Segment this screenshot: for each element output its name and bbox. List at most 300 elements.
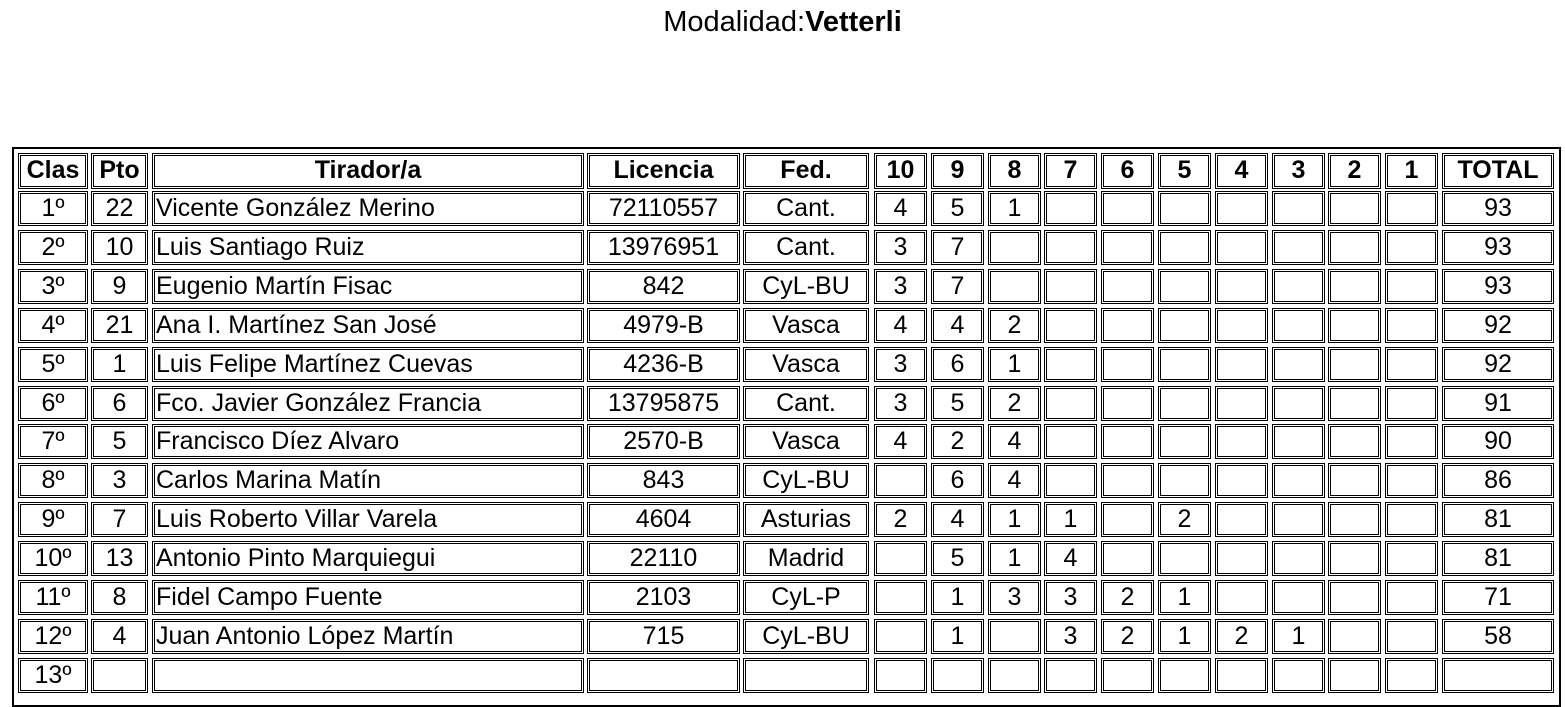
cell-clas — [18, 502, 88, 537]
cell-tirador — [152, 424, 584, 459]
cell-s9 — [931, 386, 984, 421]
cell-clas-text: 9º — [41, 505, 65, 533]
cell-s9 — [931, 541, 984, 576]
cell-s10-text: 4 — [893, 311, 908, 339]
cell-pto — [91, 269, 148, 304]
cell-s8-text: 1 — [1007, 350, 1022, 378]
cell-s4 — [1215, 191, 1268, 226]
cell-total — [1442, 424, 1554, 459]
cell-s7 — [1044, 580, 1097, 615]
header-s1-text: 1 — [1404, 156, 1419, 184]
header-s8-text: 8 — [1007, 156, 1022, 184]
header-tirador — [152, 153, 584, 189]
cell-total-text: 90 — [1484, 427, 1512, 455]
cell-s5 — [1158, 463, 1211, 498]
cell-total — [1442, 463, 1554, 498]
cell-total — [1442, 230, 1554, 265]
cell-licencia — [587, 502, 740, 537]
cell-clas-text: 13º — [34, 661, 72, 689]
cell-total-text: 93 — [1484, 233, 1512, 261]
cell-fed — [743, 463, 869, 498]
cell-fed — [743, 191, 869, 226]
cell-fed-text: CyL-P — [771, 583, 841, 611]
cell-s2 — [1328, 269, 1381, 304]
cell-s6-text: 2 — [1120, 622, 1135, 650]
cell-s9-text: 1 — [950, 583, 965, 611]
cell-s9 — [931, 308, 984, 343]
cell-s10 — [874, 191, 927, 226]
cell-s5 — [1158, 191, 1211, 226]
cell-s9-text: 7 — [950, 272, 965, 300]
cell-s6-text: 2 — [1120, 583, 1135, 611]
cell-s9 — [931, 230, 984, 265]
cell-fed — [743, 658, 869, 693]
cell-fed — [743, 424, 869, 459]
cell-total — [1442, 580, 1554, 615]
cell-s1 — [1385, 463, 1438, 498]
cell-s7 — [1044, 386, 1097, 421]
cell-s6 — [1101, 386, 1154, 421]
cell-total — [1442, 347, 1554, 382]
cell-fed-text: Madrid — [767, 544, 845, 572]
cell-fed-text: Asturias — [760, 505, 852, 533]
cell-s10-text: 3 — [893, 350, 908, 378]
cell-s3 — [1272, 347, 1325, 382]
cell-s8 — [988, 580, 1041, 615]
cell-s2 — [1328, 308, 1381, 343]
cell-total — [1442, 541, 1554, 576]
cell-clas-text: 5º — [41, 350, 65, 378]
cell-s1 — [1385, 269, 1438, 304]
cell-s10 — [874, 463, 927, 498]
header-licencia — [587, 153, 740, 189]
cell-total-text: 91 — [1484, 389, 1512, 417]
cell-s3 — [1272, 619, 1325, 654]
cell-s5 — [1158, 580, 1211, 615]
cell-clas — [18, 424, 88, 459]
cell-s3 — [1272, 230, 1325, 265]
cell-total — [1442, 191, 1554, 226]
modality-value: Vetterli — [805, 6, 902, 38]
cell-s2 — [1328, 347, 1381, 382]
cell-s2 — [1328, 541, 1381, 576]
cell-s8-text: 1 — [1007, 505, 1022, 533]
cell-total-text: 92 — [1484, 350, 1512, 378]
cell-tirador — [152, 230, 584, 265]
cell-clas-text: 11º — [35, 583, 71, 611]
header-total-text: TOTAL — [1457, 156, 1539, 184]
cell-clas-text: 8º — [41, 466, 65, 494]
cell-s9 — [931, 191, 984, 226]
cell-clas — [18, 619, 88, 654]
cell-tirador-text: Francisco Díez Alvaro — [156, 427, 400, 455]
cell-licencia-text: 842 — [642, 272, 685, 300]
cell-pto-text: 6 — [112, 389, 127, 417]
cell-s9-text: 5 — [950, 194, 965, 222]
header-s10 — [874, 153, 927, 189]
cell-s8-text: 1 — [1007, 194, 1022, 222]
cell-licencia-text: 13795875 — [607, 389, 720, 417]
cell-s10-text: 2 — [893, 505, 908, 533]
cell-s9-text: 6 — [950, 350, 965, 378]
cell-licencia-text: 4979-B — [623, 311, 704, 339]
cell-s8 — [988, 619, 1041, 654]
cell-s5 — [1158, 386, 1211, 421]
cell-pto-text: 3 — [112, 466, 127, 494]
cell-tirador-text: Luis Felipe Martínez Cuevas — [156, 350, 473, 378]
cell-licencia — [587, 580, 740, 615]
cell-s2 — [1328, 424, 1381, 459]
cell-clas — [18, 541, 88, 576]
cell-s8 — [988, 424, 1041, 459]
cell-total — [1442, 619, 1554, 654]
cell-clas-text: 12º — [34, 622, 72, 650]
cell-s2 — [1328, 386, 1381, 421]
cell-s4 — [1215, 424, 1268, 459]
cell-s5 — [1158, 424, 1211, 459]
cell-licencia — [587, 308, 740, 343]
cell-licencia-text: 4236-B — [623, 350, 704, 378]
header-s7 — [1044, 153, 1097, 189]
cell-s5 — [1158, 502, 1211, 537]
cell-s4 — [1215, 308, 1268, 343]
cell-pto — [91, 658, 148, 693]
cell-s7 — [1044, 658, 1097, 693]
cell-licencia — [587, 269, 740, 304]
cell-s4 — [1215, 269, 1268, 304]
header-s6 — [1101, 153, 1154, 189]
cell-pto — [91, 580, 148, 615]
cell-s8 — [988, 230, 1041, 265]
cell-pto — [91, 230, 148, 265]
cell-pto-text: 4 — [112, 622, 127, 650]
cell-s10 — [874, 619, 927, 654]
cell-total-text: 93 — [1484, 194, 1512, 222]
cell-s8 — [988, 463, 1041, 498]
cell-s4 — [1215, 658, 1268, 693]
cell-s3 — [1272, 541, 1325, 576]
cell-s7 — [1044, 463, 1097, 498]
cell-tirador-text: Vicente González Merino — [156, 194, 435, 222]
cell-s1 — [1385, 541, 1438, 576]
cell-s10-text: 3 — [893, 233, 908, 261]
cell-licencia — [587, 463, 740, 498]
cell-s6 — [1101, 347, 1154, 382]
cell-fed-text: Cant. — [776, 194, 836, 222]
cell-s8-text: 2 — [1007, 311, 1022, 339]
cell-tirador — [152, 541, 584, 576]
cell-tirador — [152, 502, 584, 537]
cell-s10 — [874, 308, 927, 343]
cell-pto-text: 8 — [112, 583, 127, 611]
cell-s5-text: 2 — [1177, 505, 1192, 533]
cell-total-text: 93 — [1484, 272, 1512, 300]
cell-s6 — [1101, 424, 1154, 459]
cell-s10 — [874, 424, 927, 459]
cell-licencia-text: 4604 — [635, 505, 692, 533]
cell-clas — [18, 269, 88, 304]
cell-s6 — [1101, 269, 1154, 304]
cell-s7 — [1044, 269, 1097, 304]
cell-s7 — [1044, 347, 1097, 382]
cell-licencia-text: 72110557 — [608, 194, 719, 222]
header-pto — [91, 153, 148, 189]
cell-s1 — [1385, 191, 1438, 226]
header-licencia-text: Licencia — [613, 156, 714, 184]
cell-s8-text: 1 — [1007, 544, 1022, 572]
cell-s6 — [1101, 230, 1154, 265]
cell-s4 — [1215, 580, 1268, 615]
cell-fed-text: Cant. — [776, 233, 836, 261]
cell-s5 — [1158, 347, 1211, 382]
cell-tirador — [152, 347, 584, 382]
header-s5-text: 5 — [1177, 156, 1192, 184]
header-s4-text: 4 — [1234, 156, 1249, 184]
cell-tirador-text: Juan Antonio López Martín — [156, 622, 454, 650]
cell-total-text: 92 — [1484, 311, 1512, 339]
cell-s8 — [988, 541, 1041, 576]
cell-s10-text: 4 — [893, 194, 908, 222]
cell-licencia — [587, 424, 740, 459]
cell-s10-text: 3 — [893, 272, 908, 300]
cell-pto-text: 21 — [105, 311, 134, 339]
cell-s4 — [1215, 619, 1268, 654]
cell-s9 — [931, 463, 984, 498]
cell-pto-text: 7 — [112, 505, 127, 533]
cell-s10 — [874, 347, 927, 382]
cell-s8 — [988, 347, 1041, 382]
cell-s9-text: 5 — [950, 389, 965, 417]
cell-licencia — [587, 541, 740, 576]
cell-fed-text: Vasca — [772, 311, 840, 339]
cell-fed-text: Cant. — [776, 389, 836, 417]
cell-s10 — [874, 541, 927, 576]
cell-licencia — [587, 386, 740, 421]
header-s3 — [1272, 153, 1325, 189]
cell-pto — [91, 502, 148, 537]
cell-total — [1442, 386, 1554, 421]
header-fed — [743, 153, 869, 189]
cell-s5 — [1158, 541, 1211, 576]
cell-s6 — [1101, 191, 1154, 226]
cell-clas-text: 10º — [34, 544, 72, 572]
cell-s8 — [988, 191, 1041, 226]
cell-s7 — [1044, 230, 1097, 265]
cell-s3-text: 1 — [1291, 622, 1306, 650]
cell-tirador-text: Fidel Campo Fuente — [156, 583, 383, 611]
cell-s10 — [874, 230, 927, 265]
cell-s3 — [1272, 658, 1325, 693]
cell-fed — [743, 580, 869, 615]
cell-s6 — [1101, 463, 1154, 498]
cell-s10-text: 4 — [893, 427, 908, 455]
cell-s2 — [1328, 619, 1381, 654]
cell-s8-text: 4 — [1007, 427, 1022, 455]
cell-fed — [743, 386, 869, 421]
cell-fed — [743, 269, 869, 304]
cell-s10 — [874, 502, 927, 537]
cell-s10 — [874, 269, 927, 304]
cell-s4-text: 2 — [1234, 622, 1249, 650]
cell-s8 — [988, 658, 1041, 693]
cell-total-text: 58 — [1484, 622, 1512, 650]
cell-tirador — [152, 308, 584, 343]
cell-s7 — [1044, 308, 1097, 343]
cell-total — [1442, 269, 1554, 304]
cell-fed — [743, 308, 869, 343]
cell-s5 — [1158, 658, 1211, 693]
cell-licencia-text: 2103 — [635, 583, 692, 611]
header-fed-text: Fed. — [780, 156, 832, 184]
cell-s9-text: 1 — [950, 622, 965, 650]
cell-clas-text: 3º — [41, 272, 65, 300]
cell-s1 — [1385, 580, 1438, 615]
cell-pto — [91, 386, 148, 421]
header-s6-text: 6 — [1120, 156, 1135, 184]
cell-s8 — [988, 308, 1041, 343]
cell-s9 — [931, 347, 984, 382]
cell-pto — [91, 191, 148, 226]
header-tirador-text: Tirador/a — [314, 156, 422, 184]
cell-fed — [743, 230, 869, 265]
cell-pto — [91, 308, 148, 343]
cell-s9-text: 7 — [950, 233, 965, 261]
cell-pto — [91, 619, 148, 654]
header-s2-text: 2 — [1347, 156, 1362, 184]
cell-s4 — [1215, 347, 1268, 382]
header-s10-text: 10 — [886, 156, 915, 184]
header-s5 — [1158, 153, 1211, 189]
cell-fed-text: CyL-BU — [762, 622, 850, 650]
cell-s9 — [931, 269, 984, 304]
cell-s7-text: 4 — [1063, 544, 1078, 572]
cell-tirador — [152, 191, 584, 226]
cell-clas-text: 1º — [41, 194, 65, 222]
cell-tirador-text: Luis Roberto Villar Varela — [156, 505, 438, 533]
cell-s3 — [1272, 191, 1325, 226]
cell-s4 — [1215, 230, 1268, 265]
cell-s9 — [931, 658, 984, 693]
cell-pto-text: 5 — [112, 427, 127, 455]
cell-clas-text: 2º — [41, 233, 65, 261]
cell-s2 — [1328, 658, 1381, 693]
cell-clas — [18, 580, 88, 615]
cell-s3 — [1272, 386, 1325, 421]
cell-s1 — [1385, 658, 1438, 693]
cell-licencia-text: 843 — [642, 466, 685, 494]
cell-licencia-text: 22110 — [629, 544, 698, 572]
cell-s1 — [1385, 386, 1438, 421]
cell-licencia-text: 2570-B — [623, 427, 704, 455]
cell-licencia — [587, 347, 740, 382]
cell-pto — [91, 347, 148, 382]
cell-licencia — [587, 658, 740, 693]
cell-s3 — [1272, 580, 1325, 615]
cell-clas — [18, 463, 88, 498]
cell-total-text: 86 — [1484, 466, 1512, 494]
cell-total — [1442, 658, 1554, 693]
header-pto-text: Pto — [99, 156, 140, 184]
cell-s7-text: 3 — [1063, 622, 1078, 650]
cell-s10-text: 3 — [893, 389, 908, 417]
cell-s6 — [1101, 619, 1154, 654]
cell-licencia-text: 13976951 — [607, 233, 720, 261]
header-s8 — [988, 153, 1041, 189]
cell-tirador-text: Antonio Pinto Marquiegui — [156, 544, 436, 572]
cell-s3 — [1272, 463, 1325, 498]
cell-s8 — [988, 386, 1041, 421]
cell-s4 — [1215, 386, 1268, 421]
cell-fed — [743, 502, 869, 537]
cell-s5-text: 1 — [1177, 583, 1192, 611]
cell-clas — [18, 191, 88, 226]
header-clas — [18, 153, 88, 189]
cell-s3 — [1272, 502, 1325, 537]
cell-s10 — [874, 580, 927, 615]
cell-tirador — [152, 269, 584, 304]
cell-s8-text: 3 — [1007, 583, 1022, 611]
page-title — [0, 6, 1565, 39]
cell-s9-text: 4 — [950, 505, 965, 533]
cell-tirador — [152, 386, 584, 421]
cell-tirador-text: Carlos Marina Matín — [156, 466, 382, 494]
cell-s2 — [1328, 463, 1381, 498]
cell-s6 — [1101, 541, 1154, 576]
cell-clas — [18, 230, 88, 265]
cell-s5 — [1158, 308, 1211, 343]
cell-s1 — [1385, 619, 1438, 654]
cell-clas-text: 4º — [41, 311, 65, 339]
cell-clas-text: 6º — [41, 389, 65, 417]
cell-s8 — [988, 502, 1041, 537]
cell-clas — [18, 658, 88, 693]
cell-s8 — [988, 269, 1041, 304]
cell-tirador-text: Luis Santiago Ruiz — [156, 233, 365, 261]
cell-fed — [743, 619, 869, 654]
cell-total-text: 81 — [1484, 544, 1512, 572]
cell-pto — [91, 463, 148, 498]
cell-s9-text: 5 — [950, 544, 965, 572]
cell-clas — [18, 386, 88, 421]
cell-s7 — [1044, 502, 1097, 537]
cell-total-text: 81 — [1484, 505, 1512, 533]
cell-s2 — [1328, 230, 1381, 265]
cell-s7-text: 3 — [1063, 583, 1078, 611]
cell-licencia — [587, 191, 740, 226]
cell-fed-text: Vasca — [772, 350, 840, 378]
header-clas-text: Clas — [26, 156, 80, 184]
cell-licencia — [587, 619, 740, 654]
cell-tirador-text: Ana I. Martínez San José — [156, 311, 437, 339]
cell-s6 — [1101, 308, 1154, 343]
cell-s9 — [931, 502, 984, 537]
cell-pto — [91, 424, 148, 459]
cell-fed — [743, 347, 869, 382]
cell-s4 — [1215, 502, 1268, 537]
cell-s5 — [1158, 619, 1211, 654]
cell-s8-text: 2 — [1007, 389, 1022, 417]
cell-s3 — [1272, 424, 1325, 459]
header-s3-text: 3 — [1291, 156, 1306, 184]
cell-s5-text: 1 — [1177, 622, 1192, 650]
modality-label: Modalidad: — [663, 6, 806, 38]
cell-s5 — [1158, 269, 1211, 304]
cell-tirador-text: Fco. Javier González Francia — [156, 389, 482, 417]
cell-s6 — [1101, 580, 1154, 615]
cell-s9 — [931, 619, 984, 654]
header-s7-text: 7 — [1063, 156, 1078, 184]
cell-pto-text: 9 — [112, 272, 127, 300]
